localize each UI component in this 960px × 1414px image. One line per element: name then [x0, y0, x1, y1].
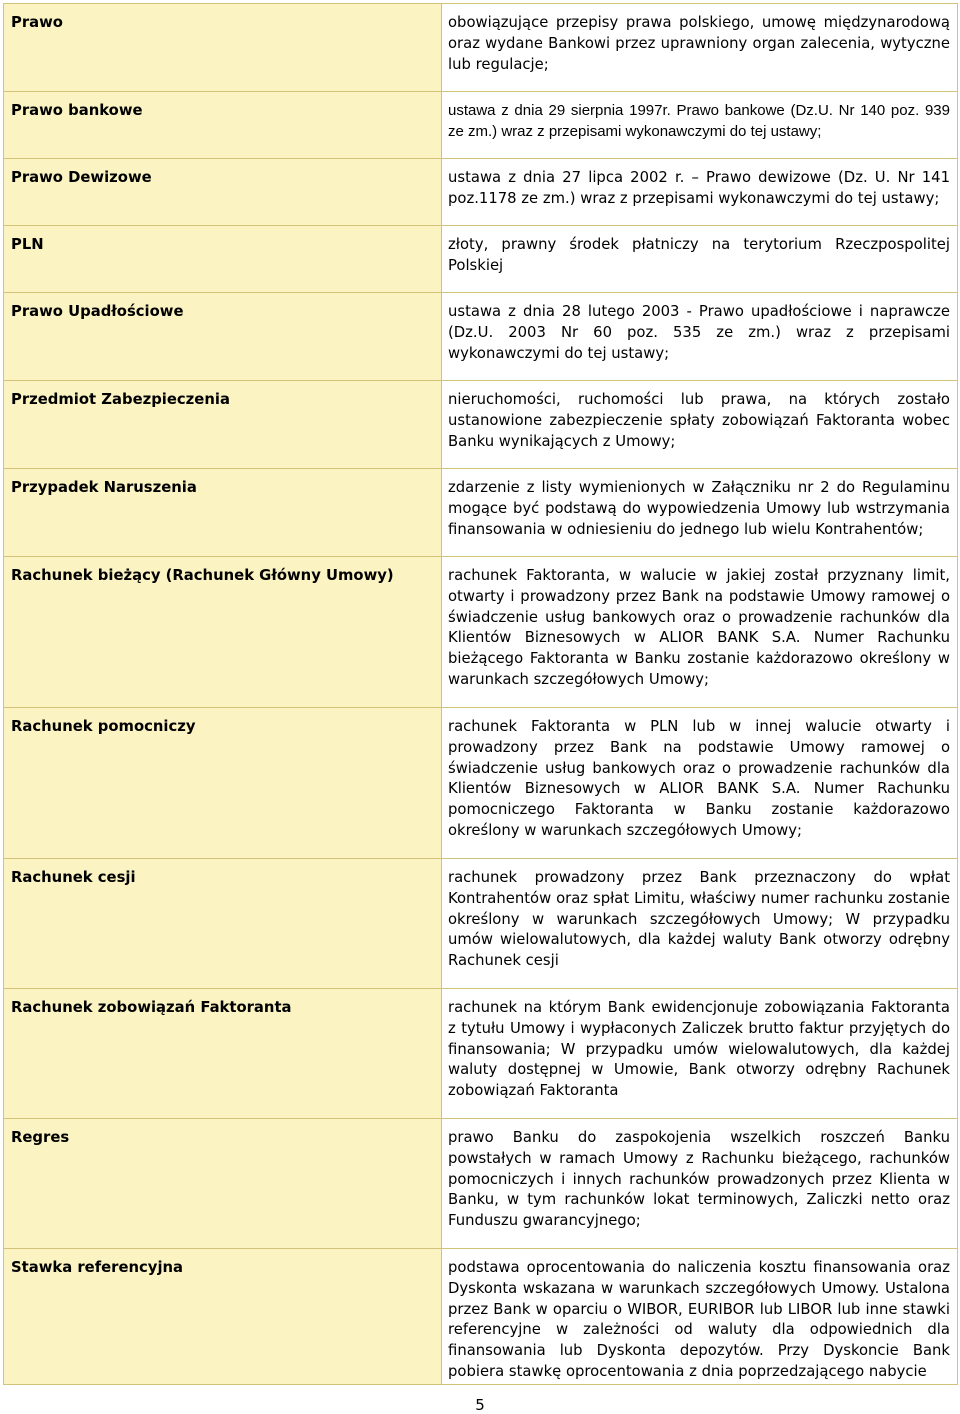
- table-row: [4, 92, 958, 159]
- table-row: [4, 989, 958, 1119]
- definition-cell: złoty, prawny środek płatniczy na terytorium Rzeczpospolitej Polskiej: [442, 226, 958, 293]
- definitions-table: [3, 3, 958, 1385]
- table-row: [4, 4, 958, 92]
- definition-cell: rachunek prowadzony przez Bank przeznaczony do wpłat Kontrahentów oraz spłat Limitu, właściwy numer rachunku zostanie określony w warunkach szczegółowych Umowy; W przypadku umów wielowalutowych, dla każdej waluty Bank otworzy odrębny Rachunek cesji: [442, 859, 958, 989]
- term-cell: Przypadek Naruszenia: [4, 469, 442, 557]
- definition-cell: ustawa z dnia 28 lutego 2003 - Prawo upadłościowe i naprawcze (Dz.U. 2003 Nr 60 poz. 535 ze zm.) wraz z przepisami wykonawczymi do tej ustawy;: [442, 293, 958, 381]
- term-cell: Stawka referencyjna: [4, 1249, 442, 1385]
- definition-cell: zdarzenie z listy wymienionych w Załączniku nr 2 do Regulaminu mogące być podstawą do wypowiedzenia Umowy lub wstrzymania finansowania w odniesieniu do jednego lub wielu Kontrahentów;: [442, 469, 958, 557]
- table-row: [4, 469, 958, 557]
- table-row: [4, 226, 958, 293]
- definition-cell: podstawa oprocentowania do naliczenia kosztu finansowania oraz Dyskonta wskazana w warunkach szczegółowych Umowy. Ustalona przez Bank w oparciu o WIBOR, EURIBOR lub LIBOR lub inne stawki referencyjne w zależności od waluty dla odpowiednich dla finansowania lub Dyskonta depozytów. Przy Dyskoncie Bank pobiera stawkę oprocentowania z dnia poprzedzającego nabycie: [442, 1249, 958, 1385]
- definition-cell: rachunek na którym Bank ewidencjonuje zobowiązania Faktoranta z tytułu Umowy i wypłaconych Zaliczek brutto faktur przyjętych do finansowania; W przypadku umów wielowalutowych, dla każdej waluty dostępnej w Umowie, Bank otworzy odrębny Rachunek zobowiązań Faktoranta: [442, 989, 958, 1119]
- term-cell: Prawo Dewizowe: [4, 159, 442, 226]
- table-row: [4, 1119, 958, 1249]
- table-row: [4, 859, 958, 989]
- table-row: [4, 159, 958, 226]
- term-cell: Przedmiot Zabezpieczenia: [4, 381, 442, 469]
- definition-cell: rachunek Faktoranta, w walucie w jakiej został przyznany limit, otwarty i prowadzony przez Bank na podstawie Umowy ramowej o świadczenie usług bankowych oraz o prowadzenie rachunków dla Klientów Biznesowych w ALIOR BANK S.A. Numer Rachunku bieżącego Faktoranta w Banku zostanie każdorazowo określony w warunkach szczegółowych Umowy;: [442, 557, 958, 708]
- term-cell: Regres: [4, 1119, 442, 1249]
- definition-cell: nieruchomości, ruchomości lub prawa, na których zostało ustanowione zabezpieczenie spłaty zobowiązań Faktoranta wobec Banku wynikających z Umowy;: [442, 381, 958, 469]
- table-row: [4, 293, 958, 381]
- table-row: [4, 381, 958, 469]
- definition-cell: obowiązujące przepisy prawa polskiego, umowę międzynarodową oraz wydane Bankowi przez uprawniony organ zalecenia, wytyczne lub regulacje;: [442, 4, 958, 92]
- definition-cell: ustawa z dnia 27 lipca 2002 r. – Prawo dewizowe (Dz. U. Nr 141 poz.1178 ze zm.) wraz z przepisami wykonawczymi do tej ustawy;: [442, 159, 958, 226]
- term-cell: Rachunek zobowiązań Faktoranta: [4, 989, 442, 1119]
- term-cell: Prawo bankowe: [4, 92, 442, 159]
- table-row: [4, 1249, 958, 1385]
- term-cell: PLN: [4, 226, 442, 293]
- definition-cell: prawo Banku do zaspokojenia wszelkich roszczeń Banku powstałych w ramach Umowy z Rachunku bieżącego, rachunków pomocniczych i innych rachunków prowadzonych przez Klienta w Banku, w tym rachunków lokat terminowych, Zaliczki netto oraz Funduszu gwarancyjnego;: [442, 1119, 958, 1249]
- term-cell: Rachunek pomocniczy: [4, 708, 442, 859]
- term-cell: Prawo Upadłościowe: [4, 293, 442, 381]
- definition-cell: rachunek Faktoranta w PLN lub w innej walucie otwarty i prowadzony przez Bank na podstawie Umowy ramowej o świadczenie usług bankowych oraz o prowadzenie rachunków dla Klientów Biznesowych w ALIOR BANK S.A. Numer Rachunku pomocniczego Faktoranta w Banku zostanie każdorazowo określony w warunkach szczegółowych Umowy;: [442, 708, 958, 859]
- term-cell: Rachunek cesji: [4, 859, 442, 989]
- table-row: [4, 708, 958, 859]
- definition-cell: ustawa z dnia 29 sierpnia 1997r. Prawo bankowe (Dz.U. Nr 140 poz. 939 ze zm.) wraz z przepisami wykonawczymi do tej ustawy;: [442, 92, 958, 159]
- term-cell: Rachunek bieżący (Rachunek Główny Umowy): [4, 557, 442, 708]
- term-cell: Prawo: [4, 4, 442, 92]
- page-number: 5: [475, 1396, 485, 1414]
- table-row: [4, 557, 958, 708]
